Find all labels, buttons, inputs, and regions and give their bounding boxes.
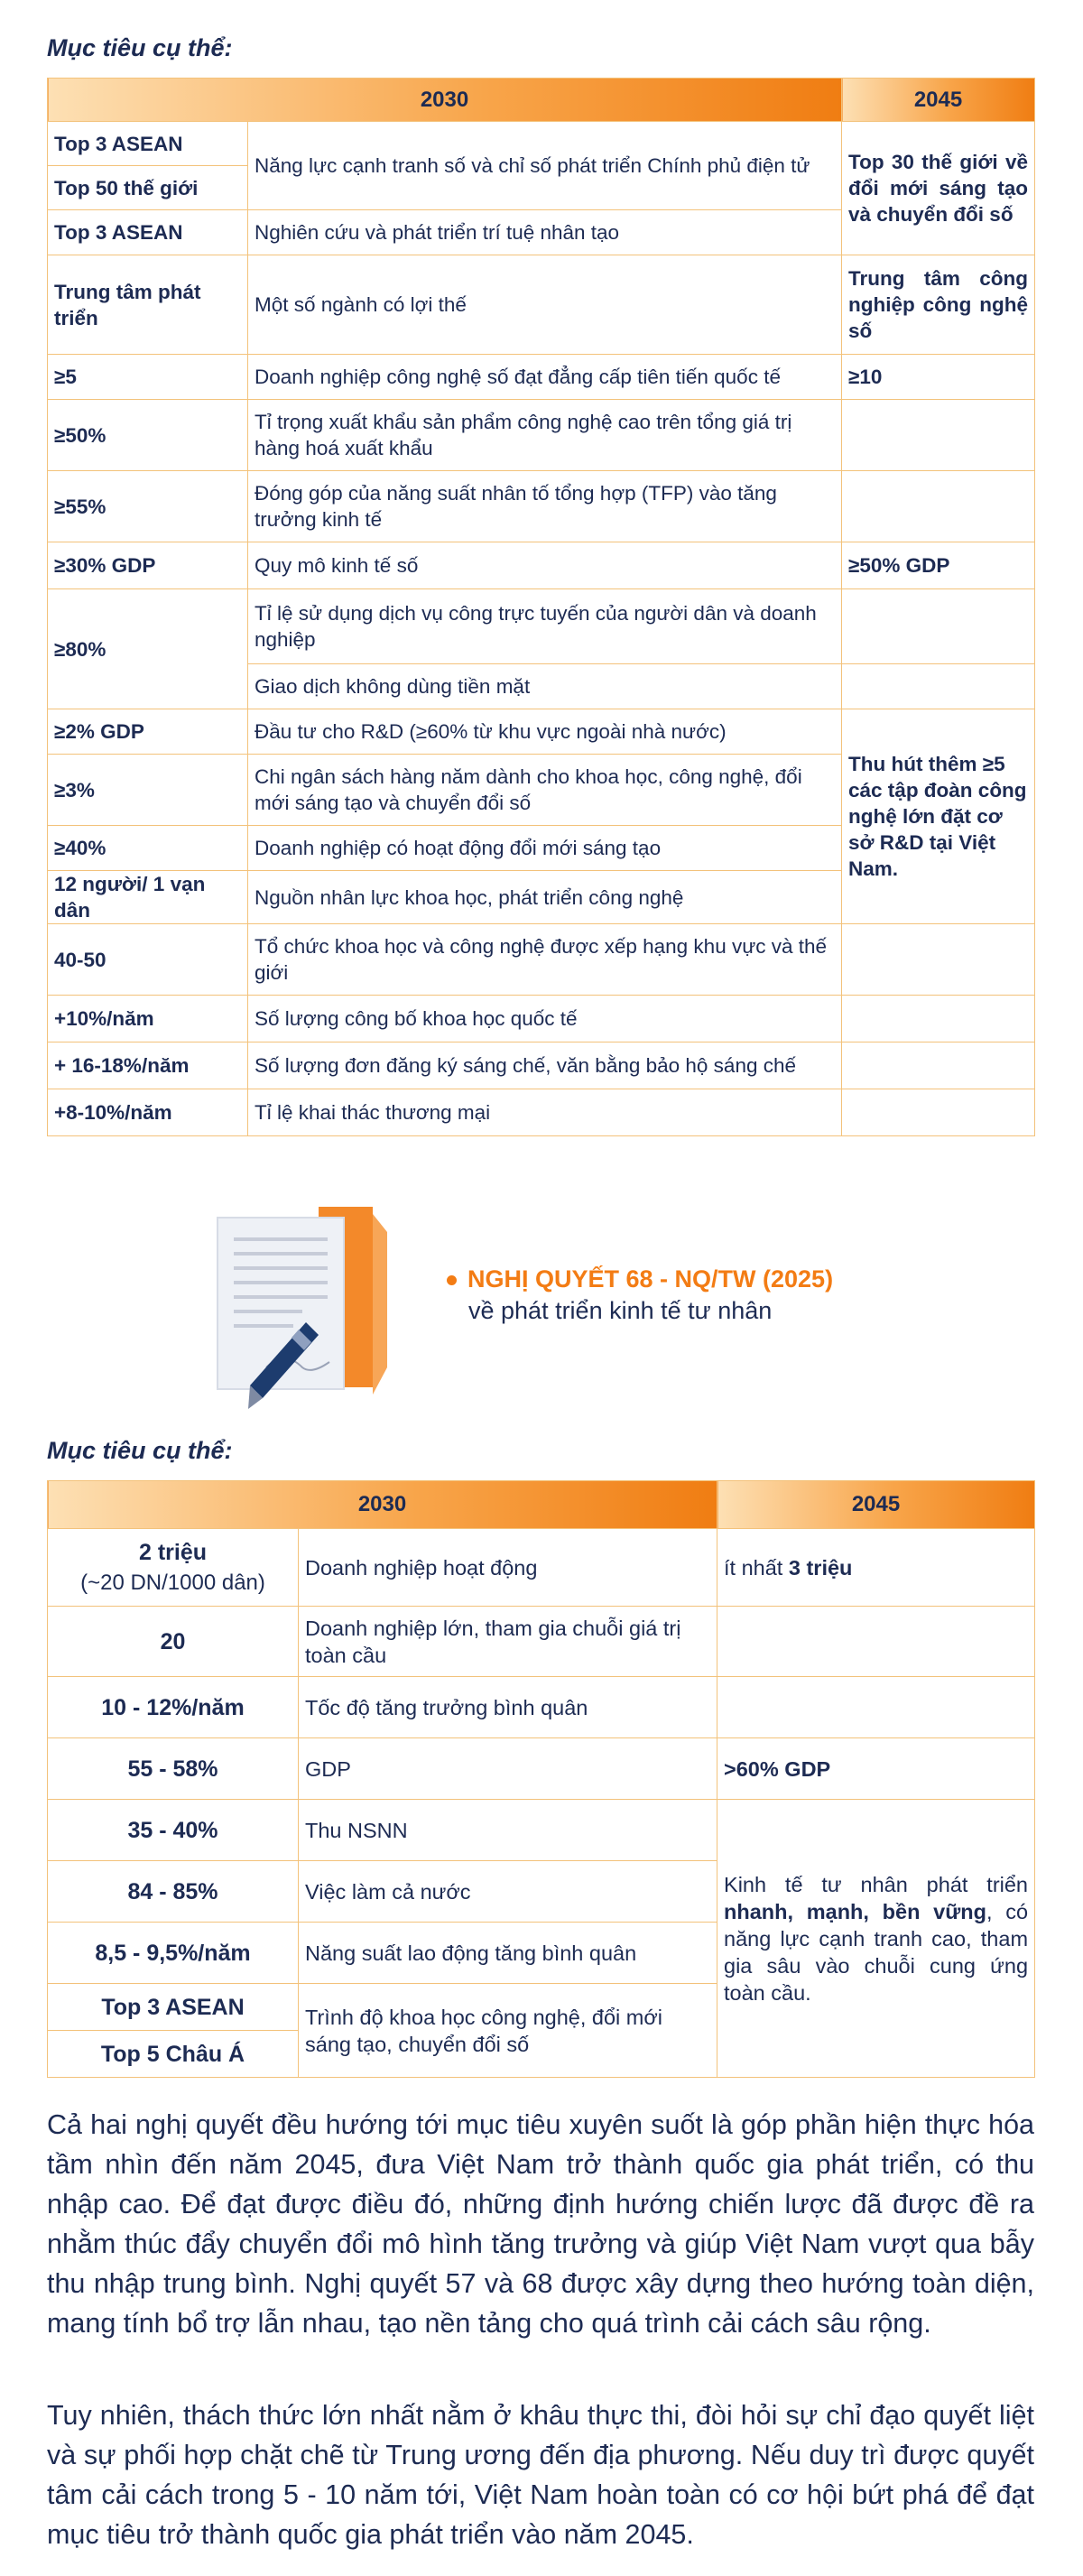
target-cell: Top 3 ASEAN	[48, 122, 248, 166]
target-cell	[48, 1529, 299, 1607]
column-header-2045: 2045	[842, 79, 1035, 122]
empty-cell	[842, 1042, 1035, 1089]
targets-table-resolution-57	[47, 78, 1035, 1136]
resolution-68-block	[447, 1265, 833, 1325]
empty-cell	[842, 589, 1035, 664]
description-cell: Trình độ khoa học công nghệ, đổi mới sáng tạo, chuyển đổi số	[299, 1984, 717, 2078]
description-cell: Số lượng công bố khoa học quốc tế	[248, 996, 842, 1042]
target-cell: 12 người/ 1 vạn dân	[48, 871, 248, 924]
target-cell: 40-50	[48, 924, 248, 996]
section1-heading: Mục tiêu cụ thể:	[47, 34, 233, 61]
description-cell: Tổ chức khoa học và công nghệ được xếp hạng khu vực và thế giới	[248, 924, 842, 996]
column-header-2030: 2030	[48, 79, 842, 122]
conclusion-paragraph-1: Cả hai nghị quyết đều hướng tới mục tiêu xuyên suốt là góp phần hiện thực hóa tầm nhìn đến năm 2045, đưa Việt Nam trở thành quốc gia phát triển, có thu nhập cao. Để đạt được điều đó, những định hướng chiến lược đã được đề ra nhằm thúc đẩy chuyển đổi mô hình tăng trưởng và giúp Việt Nam vượt qua bẫy thu nhập trung bình. Nghị quyết 57 và 68 được xây dựng theo hướng toàn diện, mang tính bổ trợ lẫn nhau, tạo nền tảng cho quá trình cải cách sâu rộng.	[47, 2109, 1034, 2339]
target-cell: ≥50%	[48, 400, 248, 471]
table-row	[48, 400, 1035, 471]
target-cell: +8-10%/năm	[48, 1089, 248, 1136]
table-row	[48, 1042, 1035, 1089]
description-cell: GDP	[299, 1738, 717, 1800]
table-row	[48, 1677, 1035, 1738]
resolution-title-text: NGHỊ QUYẾT 68 - NQ/TW (2025)	[467, 1265, 834, 1293]
description-cell: Đầu tư cho R&D (≥60% từ khu vực ngoài nhà nước)	[248, 709, 842, 755]
table-row	[48, 1529, 1035, 1607]
description-cell: Doanh nghiệp hoạt động	[299, 1529, 717, 1607]
description-cell: Việc làm cả nước	[299, 1861, 717, 1923]
target-cell: Top 3 ASEAN	[48, 1984, 299, 2031]
table-row	[48, 355, 1035, 400]
description-cell: Nghiên cứu và phát triển trí tuệ nhân tạo	[248, 210, 842, 255]
description-cell: Giao dịch không dùng tiền mặt	[248, 664, 842, 709]
target-2045-cell: >60% GDP	[717, 1738, 1035, 1800]
folder-edge-shape	[373, 1214, 387, 1395]
target-2045-text-bold: nhanh, mạnh, bền vững	[724, 1899, 986, 1923]
target-cell: ≥3%	[48, 755, 248, 826]
description-cell: Tốc độ tăng trưởng bình quân	[299, 1677, 717, 1738]
table-row	[48, 122, 1035, 166]
description-cell: Doanh nghiệp có hoạt động đổi mới sáng tạo	[248, 826, 842, 871]
table-row	[48, 471, 1035, 542]
description-cell: Một số ngành có lợi thế	[248, 255, 842, 355]
empty-cell	[842, 471, 1035, 542]
empty-cell	[842, 1089, 1035, 1136]
description-cell: Tỉ lệ sử dụng dịch vụ công trực tuyến của người dân và doanh nghiệp	[248, 589, 842, 664]
description-cell: Tỉ lệ khai thác thương mại	[248, 1089, 842, 1136]
description-cell: Doanh nghiệp công nghệ số đạt đẳng cấp tiên tiến quốc tế	[248, 355, 842, 400]
column-header-2045: 2045	[717, 1481, 1035, 1529]
empty-cell	[717, 1607, 1035, 1677]
target-line-1: 2 triệu	[138, 1539, 208, 1565]
target-cell: ≥30% GDP	[48, 542, 248, 589]
empty-cell	[717, 1677, 1035, 1738]
description-cell: Tỉ trọng xuất khẩu sản phẩm công nghệ cao trên tổng giá trị hàng hoá xuất khẩu	[248, 400, 842, 471]
resolution-title	[447, 1265, 833, 1293]
target-2045-cell	[717, 1800, 1035, 2078]
table-row	[48, 1607, 1035, 1677]
table-header-row	[48, 79, 1035, 122]
target-cell: ≥5	[48, 355, 248, 400]
table-header-row	[48, 1481, 1035, 1529]
description-cell: Thu NSNN	[299, 1800, 717, 1861]
section2-heading: Mục tiêu cụ thể:	[47, 1437, 233, 1464]
resolution-subtitle: về phát triển kinh tế tư nhân	[468, 1297, 773, 1324]
table-row	[48, 996, 1035, 1042]
target-cell: Top 3 ASEAN	[48, 210, 248, 255]
conclusion-paragraph-2: Tuy nhiên, thách thức lớn nhất nằm ở khâu thực thi, đòi hỏi sự chỉ đạo quyết liệt và sự phối hợp chặt chẽ từ Trung ương đến địa phương. Nếu duy trì được quyết tâm cải cách trong 5 - 10 năm tới, Việt Nam hoàn toàn có cơ hội bứt phá để đạt mục tiêu trở thành quốc gia phát triển vào năm 2045.	[47, 2400, 1034, 2550]
target-cell: ≥80%	[48, 589, 248, 709]
target-line-2: (~20 DN/1000 dân)	[80, 1570, 265, 1595]
description-cell: Năng suất lao động tăng bình quân	[299, 1923, 717, 1984]
table-row	[48, 924, 1035, 996]
target-cell: 8,5 - 9,5%/năm	[48, 1923, 299, 1984]
description-cell: Chi ngân sách hàng năm dành cho khoa học, công nghệ, đổi mới sáng tạo và chuyển đổi số	[248, 755, 842, 826]
target-cell: ≥2% GDP	[48, 709, 248, 755]
target-cell: ≥40%	[48, 826, 248, 871]
empty-cell	[842, 400, 1035, 471]
target-2045-cell: ≥50% GDP	[842, 542, 1035, 589]
target-cell: + 16-18%/năm	[48, 1042, 248, 1089]
target-2045-text-a: Kinh tế tư nhân phát triển	[724, 1872, 1029, 1896]
target-cell: +10%/năm	[48, 996, 248, 1042]
target-2045-prefix: ít nhất	[724, 1555, 789, 1580]
description-cell: Nguồn nhân lực khoa học, phát triển công nghệ	[248, 871, 842, 924]
description-cell: Năng lực cạnh tranh số và chỉ số phát triển Chính phủ điện tử	[248, 122, 842, 210]
target-2045-cell: Thu hút thêm ≥5 các tập đoàn công nghệ lớn đặt cơ sở R&D tại Việt Nam.	[842, 709, 1035, 924]
target-2045-cell	[717, 1529, 1035, 1607]
target-cell: 20	[48, 1607, 299, 1677]
target-2045-cell: Top 30 thế giới về đổi mới sáng tạo và chuyển đổi số	[842, 122, 1035, 255]
target-cell: 35 - 40%	[48, 1800, 299, 1861]
target-2045-cell: ≥10	[842, 355, 1035, 400]
empty-cell	[842, 924, 1035, 996]
table-row	[48, 709, 1035, 755]
target-cell: Top 50 thế giới	[48, 166, 248, 210]
target-cell: 55 - 58%	[48, 1738, 299, 1800]
target-2045-text-c: , có năng lực cạnh tranh cao, tham gia sâu vào chuỗi cung ứng toàn cầu.	[724, 1899, 1029, 2005]
table-row	[48, 1738, 1035, 1800]
description-cell: Doanh nghiệp lớn, tham gia chuỗi giá trị toàn cầu	[299, 1607, 717, 1677]
target-2045-bold: 3 triệu	[788, 1555, 853, 1580]
table-row	[48, 255, 1035, 355]
description-cell: Đóng góp của năng suất nhân tố tổng hợp (TFP) vào tăng trưởng kinh tế	[248, 471, 842, 542]
empty-cell	[842, 664, 1035, 709]
description-cell: Quy mô kinh tế số	[248, 542, 842, 589]
empty-cell	[842, 996, 1035, 1042]
table-row	[48, 589, 1035, 664]
target-cell: ≥55%	[48, 471, 248, 542]
target-cell: Trung tâm phát triển	[48, 255, 248, 355]
table-row	[48, 1800, 1035, 1861]
targets-table-resolution-68	[47, 1480, 1035, 2078]
column-header-2030: 2030	[48, 1481, 717, 1529]
target-2045-cell: Trung tâm công nghiệp công nghệ số	[842, 255, 1035, 355]
target-cell: 84 - 85%	[48, 1861, 299, 1923]
description-cell: Số lượng đơn đăng ký sáng chế, văn bằng bảo hộ sáng chế	[248, 1042, 842, 1089]
document-with-pen-icon	[212, 1196, 402, 1422]
table-row	[48, 1089, 1035, 1136]
target-cell: Top 5 Châu Á	[48, 2031, 299, 2078]
bullet-dot-icon	[447, 1275, 457, 1285]
table-row	[48, 542, 1035, 589]
target-cell: 10 - 12%/năm	[48, 1677, 299, 1738]
